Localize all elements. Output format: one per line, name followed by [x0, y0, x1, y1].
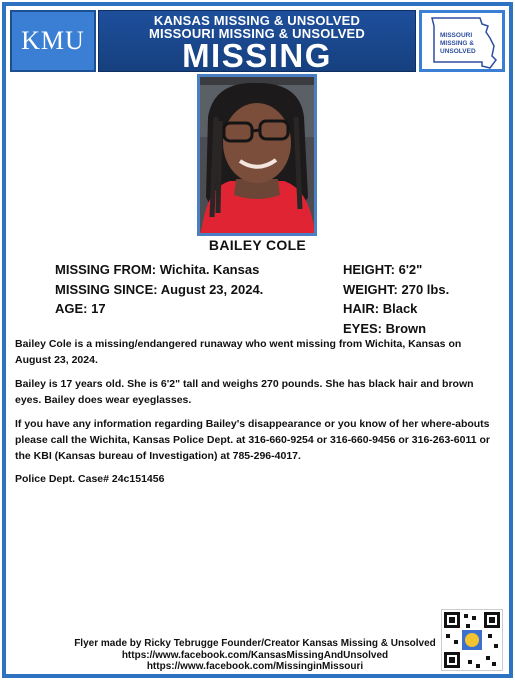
- missouri-logo: [419, 10, 505, 72]
- facts-right-column: [343, 260, 449, 338]
- hair: HAIR: Black: [343, 301, 418, 316]
- kmu-logo: [10, 10, 96, 72]
- missing-from: MISSING FROM: Wichita. Kansas: [55, 262, 260, 277]
- footer-link-missouri[interactable]: https://www.facebook.com/MissinginMissouri: [146, 661, 364, 672]
- missouri-logo-text: MISSOURI MISSING & UNSOLVED: [440, 32, 476, 55]
- missing-since: MISSING SINCE: August 23, 2024.: [55, 281, 264, 297]
- height: HEIGHT: 6'2": [343, 262, 423, 277]
- kmu-logo-text: KMU: [21, 26, 85, 55]
- banner-line-kansas: KANSAS MISSING & UNSOLVED: [153, 13, 361, 28]
- footer-link-kansas[interactable]: https://www.facebook.com/KansasMissingAndUnsolved: [121, 649, 389, 661]
- case-number: Police Dept. Case# 24c151456: [15, 473, 165, 485]
- qr-code[interactable]: [441, 609, 503, 671]
- facts-left-column: [55, 260, 263, 319]
- details-paragraph: Bailey is 17 years old. She is 6'2" tall and weighs 270 pounds. She has black hair and brown eyes. Bailey does wear eyeglasses.: [15, 378, 474, 406]
- banner-line-missouri: MISSOURI MISSING & UNSOLVED: [148, 26, 366, 41]
- missing-person-photo: [197, 74, 317, 236]
- missing-banner: [98, 10, 416, 72]
- description-paragraph: Bailey Cole is a missing/endangered runaway who went missing from Wichita, Kansas on August 23, 2024.: [15, 338, 462, 366]
- flyer-footer: [60, 638, 450, 673]
- weight: WEIGHT: 270 lbs.: [343, 281, 450, 297]
- portrait-image: [200, 77, 314, 233]
- eyes: EYES: Brown: [343, 320, 427, 336]
- flyer-header: [6, 6, 509, 72]
- qr-code-icon: [442, 610, 502, 670]
- footer-credit: Flyer made by Ricky Tebrugge Founder/Creator Kansas Missing & Unsolved: [74, 638, 436, 649]
- contact-paragraph: If you have any information regarding Bailey's disappearance or you know of her where-abouts please call the Wichita, Kansas Police Dept. at 316-660-9254 or 316-660-9456 or 316-263-6011 or the KBI (Kansas bureau of Investigation) at 785-296-4017.: [15, 418, 490, 462]
- age: AGE: 17: [55, 301, 106, 316]
- banner-title: MISSING: [182, 37, 332, 74]
- person-name: BAILEY COLE: [208, 237, 307, 253]
